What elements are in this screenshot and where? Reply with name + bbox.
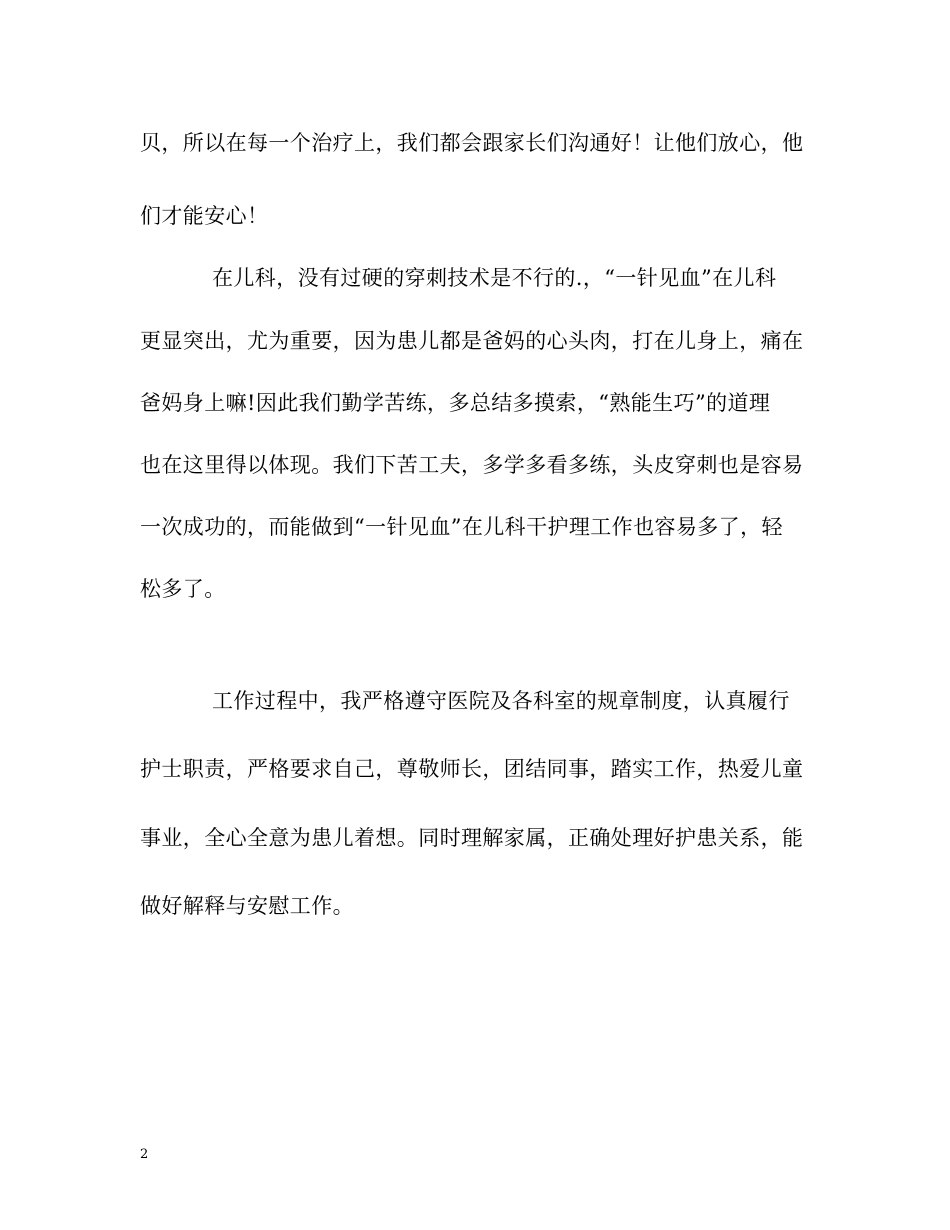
text-line: 爸妈身上嘛!因此我们勤学苦练，多总结多摸索，“熟能生巧”的道理 bbox=[140, 391, 771, 415]
text-line: 一次成功的，而能做到“一针见血”在儿科干护理工作也容易多了，轻 bbox=[140, 515, 783, 539]
page-number: 2 bbox=[140, 1147, 149, 1162]
text-line: 松多了。 bbox=[140, 577, 226, 601]
text-line: 做好解释与安慰工作。 bbox=[140, 894, 354, 918]
text-line: 们才能安心！ bbox=[140, 204, 269, 228]
text-line: 事业，全心全意为患儿着想。同时理解家属，正确处理好护患关系，能 bbox=[140, 826, 804, 850]
text-line: 贝，所以在每一个治疗上，我们都会跟家长们沟通好！让他们放心，他 bbox=[140, 131, 804, 155]
text-line: 护士职责，严格要求自己，尊敬师长，团结同事，踏实工作，热爱儿童 bbox=[140, 757, 804, 781]
text-line: 也在这里得以体现。我们下苦工夫，多学多看多练，头皮穿刺也是容易 bbox=[140, 453, 804, 477]
text-line: 工作过程中，我严格遵守医院及各科室的规章制度，认真履行 bbox=[212, 689, 790, 713]
text-line: 在儿科，没有过硬的穿刺技术是不行的.，“一针见血”在儿科 bbox=[212, 266, 777, 290]
text-line: 更显突出，尤为重要，因为患儿都是爸妈的心头肉，打在儿身上，痛在 bbox=[140, 329, 804, 353]
